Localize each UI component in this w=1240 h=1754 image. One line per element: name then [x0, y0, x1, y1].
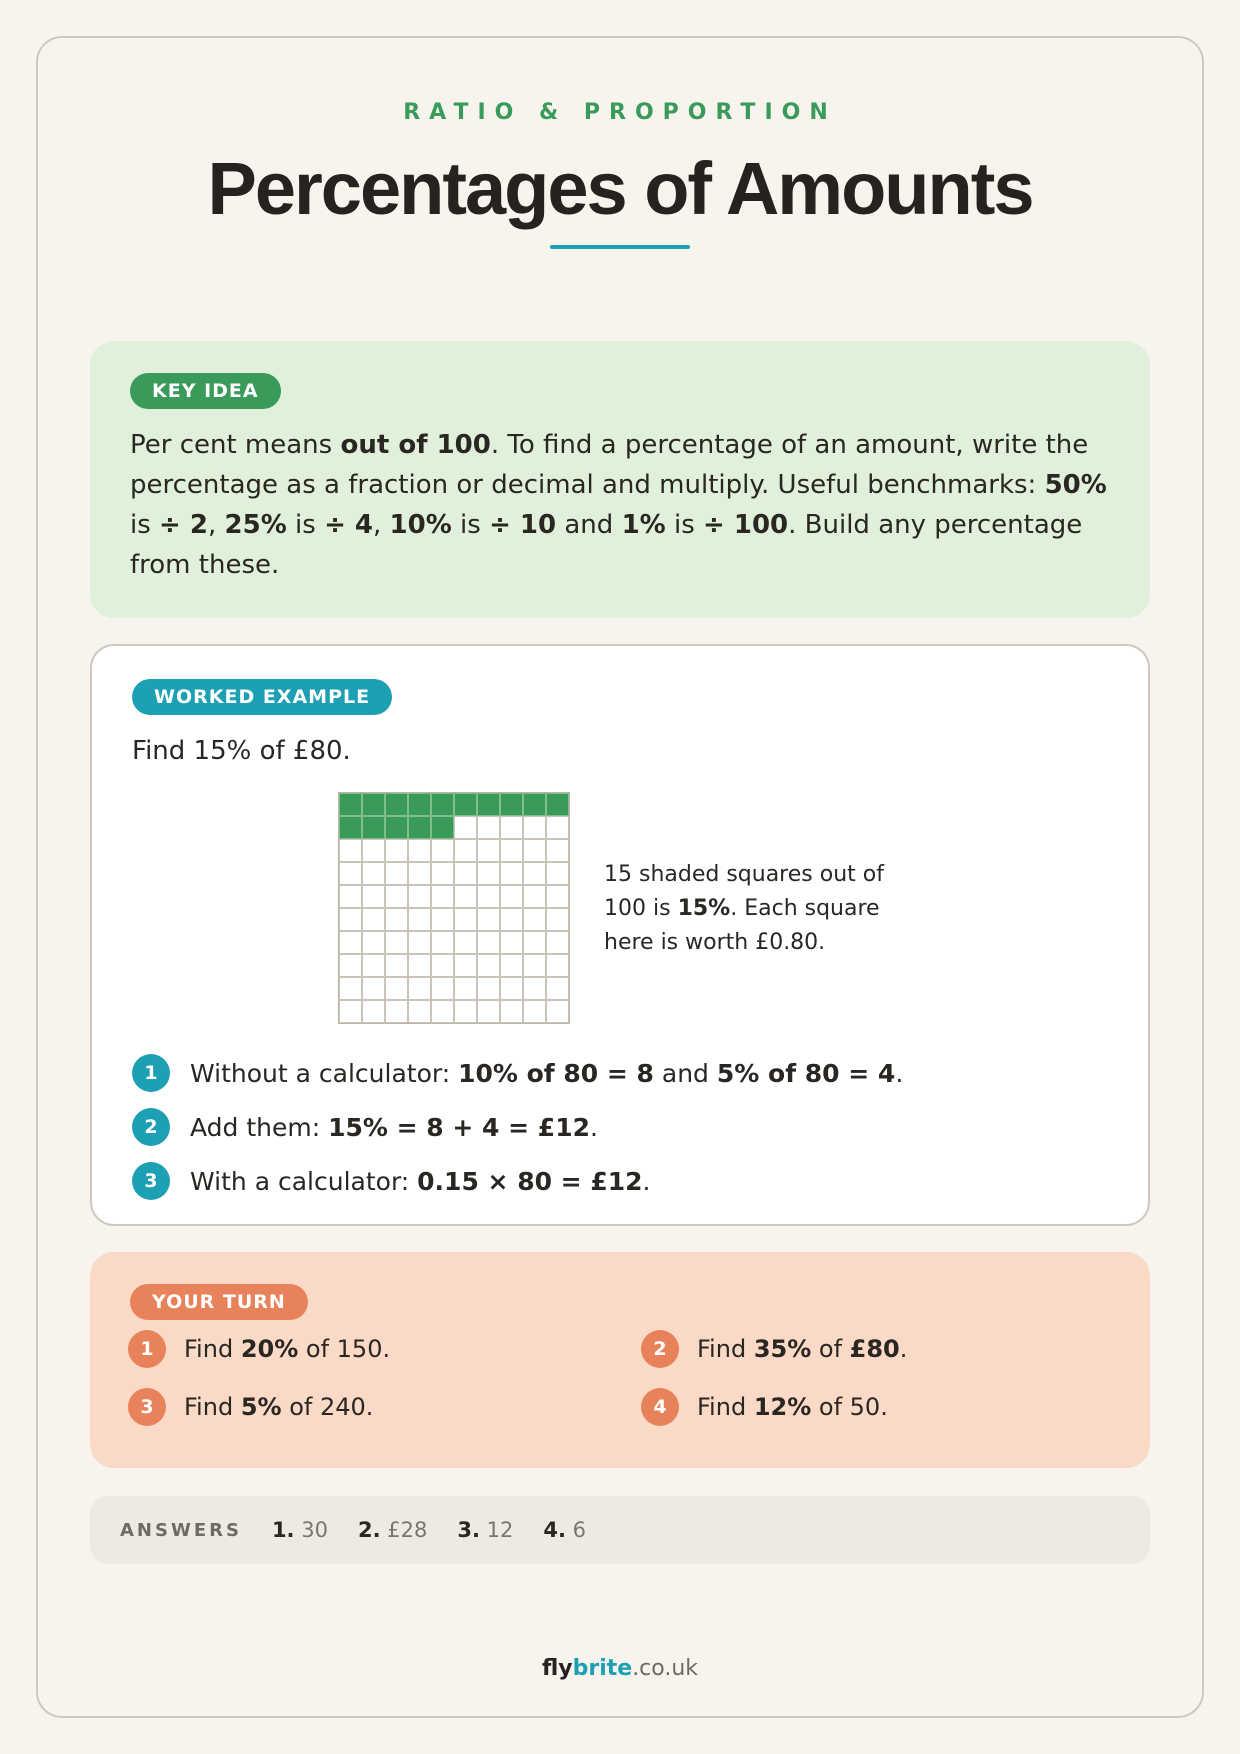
grid-cell	[339, 954, 362, 977]
text-run: of 50.	[811, 1393, 888, 1421]
emphasis-text: ÷ 10	[489, 510, 557, 540]
emphasis-text: 15% = 8 + 4 = £12	[328, 1112, 590, 1142]
answer-value: 12	[486, 1518, 514, 1542]
grid-cell-shaded	[362, 793, 385, 816]
grid-cell	[408, 954, 431, 977]
grid-cell	[500, 931, 523, 954]
grid-cell	[339, 885, 362, 908]
grid-cell	[431, 931, 454, 954]
grid-cell	[454, 954, 477, 977]
answer-item	[543, 1518, 586, 1542]
grid-cell-shaded	[362, 816, 385, 839]
grid-cell	[408, 862, 431, 885]
text-run: Per cent means	[130, 430, 341, 460]
question-text	[184, 1393, 373, 1421]
emphasis-text: 50%	[1044, 470, 1107, 500]
grid-cell	[477, 954, 500, 977]
step-text	[190, 1167, 650, 1196]
grid-cell	[477, 885, 500, 908]
grid-cell	[385, 862, 408, 885]
grid-cell	[362, 839, 385, 862]
text-run: 15 shaded squares out of 100 is	[604, 862, 884, 921]
grid-cell-shaded	[385, 816, 408, 839]
emphasis-text: ÷ 4	[324, 510, 373, 540]
answer-number: 4.	[543, 1518, 566, 1542]
grid-cell	[431, 977, 454, 1000]
emphasis-text: 15%	[677, 896, 731, 921]
answers-bar	[90, 1496, 1150, 1564]
emphasis-text: £80	[849, 1335, 900, 1363]
text-run: is	[451, 510, 490, 540]
grid-cell	[454, 908, 477, 931]
grid-cell	[500, 977, 523, 1000]
grid-cell	[500, 908, 523, 931]
text-run: .	[590, 1112, 598, 1142]
grid-cell	[500, 816, 523, 839]
grid-cell	[523, 885, 546, 908]
grid-cell	[546, 839, 569, 862]
grid-cell-shaded	[500, 793, 523, 816]
grid-cell-shaded	[431, 793, 454, 816]
text-run: .	[899, 1335, 908, 1363]
grid-cell	[454, 885, 477, 908]
answer-item	[358, 1518, 427, 1542]
grid-cell	[523, 931, 546, 954]
question-text	[697, 1335, 907, 1363]
grid-cell	[523, 1000, 546, 1023]
step-number-badge: 3	[132, 1162, 170, 1200]
footer-brand-link[interactable]	[0, 1656, 1240, 1681]
grid-cell	[362, 931, 385, 954]
text-run: . Each square here is worth £0.80.	[604, 896, 880, 955]
grid-cell	[431, 885, 454, 908]
grid-cell-shaded	[339, 793, 362, 816]
emphasis-text: 1%	[621, 510, 666, 540]
grid-cell	[408, 977, 431, 1000]
grid-cell	[546, 931, 569, 954]
answer-value: 6	[572, 1518, 586, 1542]
step-number-badge: 2	[132, 1108, 170, 1146]
worked-example-question: Find 15% of £80.	[132, 736, 351, 766]
grid-cell-shaded	[546, 793, 569, 816]
grid-cell	[339, 908, 362, 931]
practice-question	[128, 1388, 373, 1426]
question-text	[697, 1393, 888, 1421]
grid-cell	[500, 954, 523, 977]
text-run: Find	[697, 1335, 754, 1363]
text-run: Find	[184, 1335, 241, 1363]
key-idea-text	[130, 425, 1120, 585]
brand-name-accent: brite	[572, 1656, 633, 1681]
grid-cell	[523, 839, 546, 862]
hundred-square-grid	[338, 792, 570, 1024]
worked-step	[132, 1046, 1112, 1100]
step-text	[190, 1059, 903, 1088]
answer-number: 2.	[357, 1518, 381, 1542]
title-underline	[550, 245, 690, 249]
grid-cell	[477, 1000, 500, 1023]
emphasis-text: 12%	[753, 1393, 812, 1421]
emphasis-text: ÷ 2	[159, 510, 208, 540]
worked-step	[132, 1100, 1112, 1154]
grid-cell	[523, 954, 546, 977]
grid-cell	[385, 839, 408, 862]
text-run: of 240.	[281, 1393, 374, 1421]
grid-cell	[408, 931, 431, 954]
grid-cell-shaded	[408, 793, 431, 816]
brand-name-part: fly	[541, 1656, 573, 1681]
grid-cell	[385, 1000, 408, 1023]
grid-cell	[546, 908, 569, 931]
text-run: . Build any percentage from these.	[130, 510, 1083, 580]
grid-cell	[477, 862, 500, 885]
emphasis-text: 5%	[240, 1393, 282, 1421]
grid-cell	[408, 1000, 431, 1023]
grid-cell	[546, 885, 569, 908]
emphasis-text: ÷ 100	[703, 510, 789, 540]
grid-cell	[362, 954, 385, 977]
grid-cell	[362, 885, 385, 908]
grid-cell	[477, 931, 500, 954]
grid-cell-shaded	[408, 816, 431, 839]
your-turn-badge: YOUR TURN	[130, 1284, 308, 1320]
emphasis-text: 35%	[753, 1335, 812, 1363]
grid-cell	[546, 816, 569, 839]
text-run: .	[642, 1166, 651, 1196]
page-title: Percentages of Amounts	[207, 147, 1033, 230]
answer-number: 1.	[271, 1518, 295, 1542]
grid-cell	[431, 954, 454, 977]
grid-cell	[523, 908, 546, 931]
answer-value: £28	[387, 1518, 428, 1542]
grid-cell	[408, 908, 431, 931]
text-run: is	[286, 510, 325, 540]
grid-cell	[431, 908, 454, 931]
step-text	[190, 1113, 598, 1142]
grid-cell	[454, 839, 477, 862]
grid-cell	[339, 931, 362, 954]
text-run: ,	[373, 510, 390, 540]
step-number-badge: 1	[132, 1054, 170, 1092]
grid-cell	[385, 885, 408, 908]
grid-cell-shaded	[523, 793, 546, 816]
worked-example-badge: WORKED EXAMPLE	[132, 679, 392, 715]
grid-cell	[546, 862, 569, 885]
grid-cell	[454, 977, 477, 1000]
grid-cell	[339, 839, 362, 862]
emphasis-text: 20%	[240, 1335, 299, 1363]
emphasis-text: 25%	[224, 510, 287, 540]
text-run: and	[653, 1058, 717, 1088]
question-number-badge: 3	[128, 1388, 166, 1426]
answer-item	[457, 1518, 513, 1542]
grid-cell	[500, 839, 523, 862]
text-run: . To find a percentage of an amount, write the percentage as a fraction or decimal and multiply. Useful benchmarks:	[130, 430, 1089, 500]
emphasis-text: 5% of 80 = 4	[716, 1058, 896, 1088]
practice-question	[641, 1388, 888, 1426]
grid-cell	[339, 977, 362, 1000]
text-run: Find	[697, 1393, 754, 1421]
grid-cell	[500, 885, 523, 908]
text-run: Find	[184, 1393, 241, 1421]
grid-cell	[385, 977, 408, 1000]
grid-cell	[546, 1000, 569, 1023]
worked-step	[132, 1154, 1112, 1208]
text-run: of 150.	[298, 1335, 391, 1363]
grid-cell	[546, 977, 569, 1000]
question-number-badge: 4	[641, 1388, 679, 1426]
grid-cell-shaded	[339, 816, 362, 839]
grid-cell	[362, 862, 385, 885]
question-text	[184, 1335, 390, 1363]
grid-cell	[477, 816, 500, 839]
practice-question	[128, 1330, 390, 1368]
grid-cell	[431, 1000, 454, 1023]
answer-number: 3.	[457, 1518, 480, 1542]
emphasis-text: 0.15 × 80 = £12	[417, 1166, 643, 1196]
answer-value: 30	[301, 1518, 328, 1542]
worked-example-card	[90, 644, 1150, 1226]
grid-cell	[477, 908, 500, 931]
topic-kicker: RATIO & PROPORTION	[403, 100, 837, 125]
your-turn-card	[90, 1252, 1150, 1468]
answers-label: ANSWERS	[120, 1519, 242, 1541]
text-run: is	[665, 510, 704, 540]
grid-cell	[523, 816, 546, 839]
grid-cell	[362, 977, 385, 1000]
grid-cell	[500, 862, 523, 885]
grid-cell	[477, 977, 500, 1000]
key-idea-card	[90, 341, 1150, 618]
grid-cell	[454, 862, 477, 885]
grid-cell-shaded	[454, 793, 477, 816]
emphasis-text: out of 100	[340, 430, 491, 460]
grid-cell-shaded	[477, 793, 500, 816]
text-run: and	[556, 510, 622, 540]
grid-cell	[454, 816, 477, 839]
grid-cell	[431, 839, 454, 862]
question-number-badge: 1	[128, 1330, 166, 1368]
grid-cell	[500, 1000, 523, 1023]
text-run: Without a calculator:	[190, 1058, 459, 1088]
question-number-badge: 2	[641, 1330, 679, 1368]
grid-cell	[385, 954, 408, 977]
text-run: .	[895, 1058, 904, 1088]
grid-cell	[408, 885, 431, 908]
grid-cell	[385, 908, 408, 931]
grid-cell	[339, 862, 362, 885]
practice-question	[641, 1330, 907, 1368]
grid-cell	[546, 954, 569, 977]
grid-cell	[431, 862, 454, 885]
emphasis-text: 10% of 80 = 8	[458, 1058, 654, 1088]
grid-cell	[454, 931, 477, 954]
grid-cell-shaded	[431, 816, 454, 839]
answer-item	[272, 1518, 328, 1542]
text-run: With a calculator:	[190, 1166, 418, 1196]
grid-cell	[408, 839, 431, 862]
text-run: Add them:	[190, 1112, 329, 1142]
key-idea-badge: KEY IDEA	[130, 373, 281, 409]
grid-cell	[339, 1000, 362, 1023]
text-run: of	[811, 1335, 850, 1363]
grid-explanation	[604, 858, 904, 960]
grid-cell	[362, 908, 385, 931]
grid-cell	[454, 1000, 477, 1023]
grid-cell	[523, 977, 546, 1000]
grid-cell	[477, 839, 500, 862]
grid-cell	[385, 931, 408, 954]
brand-domain: .co.uk	[632, 1656, 699, 1681]
emphasis-text: 10%	[389, 510, 452, 540]
grid-cell	[362, 1000, 385, 1023]
grid-cell	[523, 862, 546, 885]
text-run: is	[130, 510, 160, 540]
grid-cell-shaded	[385, 793, 408, 816]
worked-steps	[132, 1046, 1112, 1208]
text-run: ,	[207, 510, 225, 540]
